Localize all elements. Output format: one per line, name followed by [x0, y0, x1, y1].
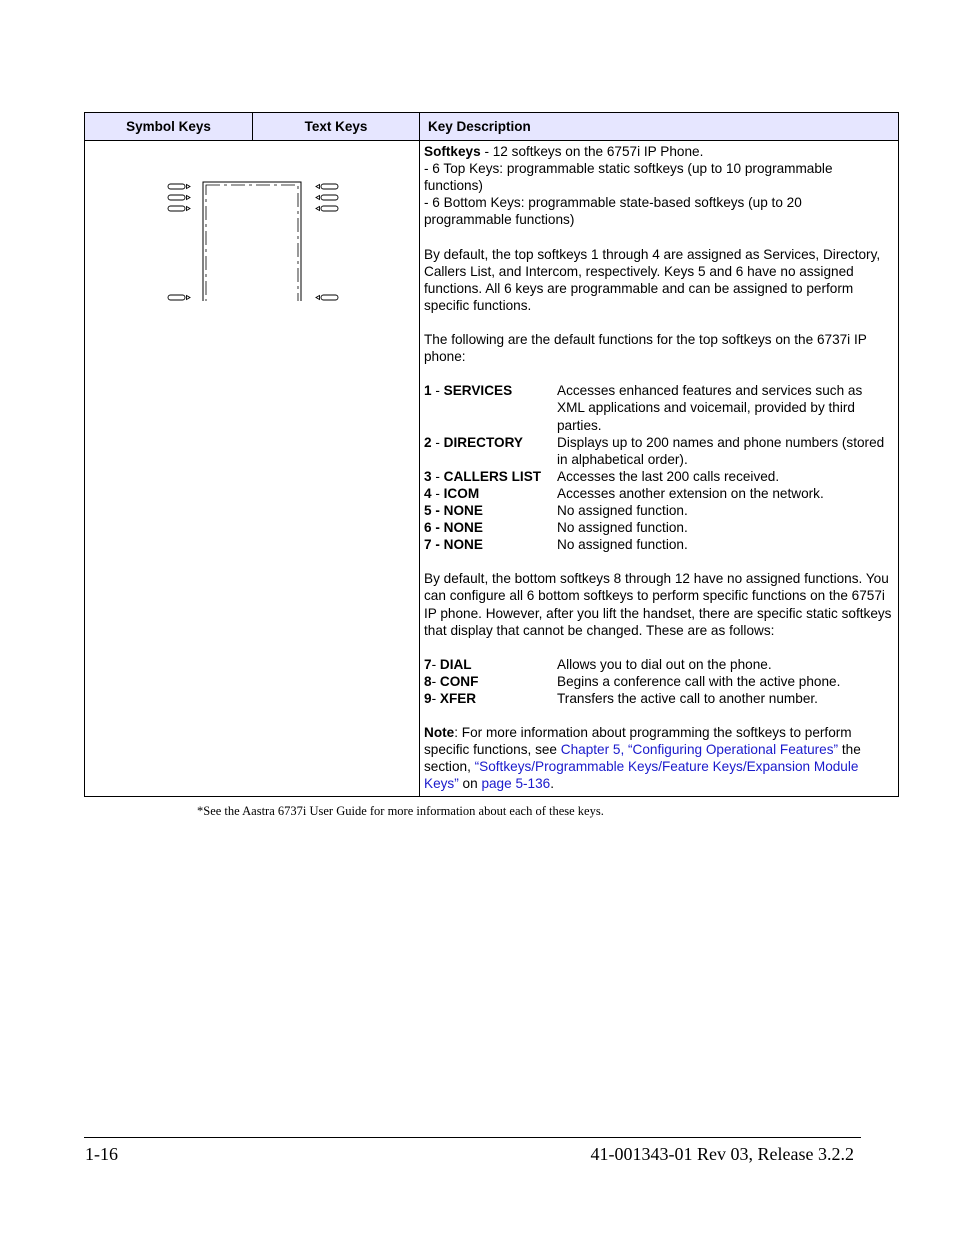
top-keys-list — [424, 382, 892, 553]
table-row — [85, 141, 899, 797]
softkeys-section-link[interactable]: “Softkeys/Programmable Keys/Feature Keys/Expansion Module Keys” — [424, 759, 859, 792]
list-item: 2 - DIRECTORY Displays up to 200 names and phone numbers (stored in alphabetical order). — [424, 434, 885, 467]
header-symbol-keys: Symbol Keys — [85, 113, 253, 141]
bottom-keys-list — [424, 656, 892, 707]
softkeys-intro — [424, 143, 892, 160]
default-functions-paragraph: The following are the default functions for the top softkeys on the 6737i IP phone: — [424, 332, 867, 365]
list-item: 7- DIAL Allows you to dial out on the phone. — [424, 656, 772, 672]
header-text-keys: Text Keys — [253, 113, 420, 141]
softkeys-title: Softkeys — [424, 144, 481, 159]
list-item: 1 - SERVICES Accesses enhanced features and services such as XML applications and voicemail, provided by third parties. — [424, 383, 863, 433]
page-5-136-link[interactable]: page 5-136 — [481, 776, 551, 792]
page-number: 1-16 — [85, 1144, 118, 1164]
footer-rule — [84, 1137, 861, 1138]
phone-display-icon — [85, 141, 345, 301]
phone-softkeys-diagram — [85, 141, 253, 301]
footnote: *See the Aastra 6737i User Guide for more information about each of these keys. — [197, 804, 604, 818]
top-keys-line: - 6 Top Keys: programmable static softkeys (up to 10 programmable functions) — [424, 161, 833, 194]
list-item: 8- CONF Begins a conference call with the active phone. — [424, 673, 841, 689]
key-table — [84, 112, 899, 797]
softkeys-subtitle: - 12 softkeys on the 6757i IP Phone. — [480, 144, 704, 159]
doc-reference: 41-001343-01 Rev 03, Release 3.2.2 — [590, 1144, 854, 1164]
note-paragraph: Note: For more information about programming the softkeys to perform specific functions, see Chapter 5, “Configuring Operational Features” the section, “Softkeys/Programmable Keys/Feature Keys/Expansion Module Keys” on page 5-136. — [424, 725, 861, 792]
list-item: 7 - NONE No assigned function. — [424, 537, 688, 553]
table-header-row — [85, 113, 899, 141]
bottom-keys-line: - 6 Bottom Keys: programmable state-based softkeys (up to 20 programmable functions) — [424, 195, 802, 228]
list-item: 3 - CALLERS LIST Accesses the last 200 calls received. — [424, 468, 780, 484]
symbol-keys-cell — [85, 141, 420, 797]
key-description-cell — [420, 141, 899, 797]
note-label: Note — [424, 725, 455, 741]
default-top-paragraph: By default, the top softkeys 1 through 4 are assigned as Services, Directory, Callers List, and Intercom, respectively. Keys 5 and 6 have no assigned functions. All 6 keys are programmable and can be assigned to perform specific functions. — [424, 246, 881, 313]
list-item: 5 - NONE No assigned function. — [424, 502, 688, 518]
list-item: 6 - NONE No assigned function. — [424, 520, 688, 536]
bottom-softkeys-paragraph: By default, the bottom softkeys 8 through 12 have no assigned functions. You can configure all 6 bottom softkeys to perform specific functions on the 6757i IP phone. However, after you lift the handset, there are specific static softkeys that display that cannot be changed. These are as follows: — [424, 571, 892, 638]
list-item: 9- XFER Transfers the active call to another number. — [424, 691, 818, 706]
header-key-description: Key Description — [420, 113, 899, 141]
chapter-5-link[interactable]: Chapter 5, “Configuring Operational Features” — [560, 742, 839, 758]
list-item: 4 - ICOM Accesses another extension on the network. — [424, 485, 824, 501]
